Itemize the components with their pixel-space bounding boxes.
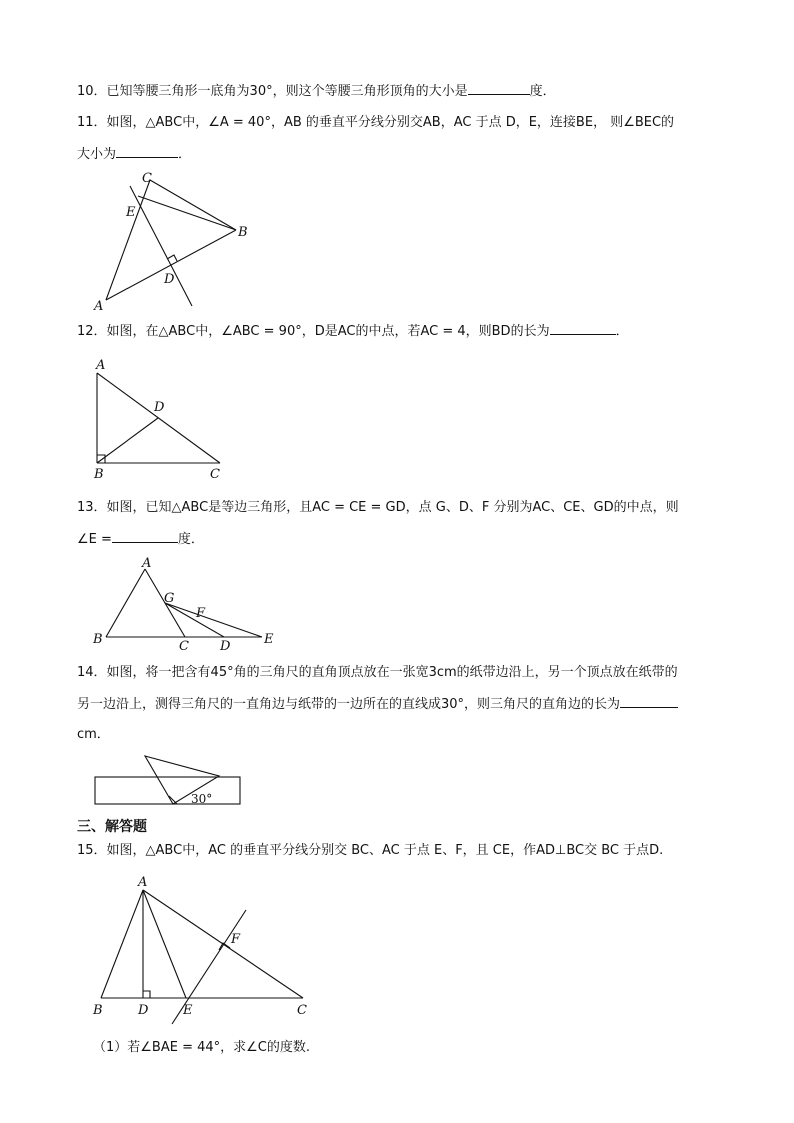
question-14-line-2 <box>77 695 678 714</box>
question-13-prefix: ∠E = <box>77 532 112 547</box>
label-e: E <box>183 1003 193 1018</box>
question-13-line-2 <box>77 530 204 549</box>
figure-q15 <box>88 868 328 1028</box>
figure-q13 <box>90 555 290 655</box>
segment-bd <box>97 418 158 463</box>
answer-blank[interactable] <box>468 82 530 95</box>
right-angle-mark-d <box>143 991 150 998</box>
figure-q11 <box>88 168 258 313</box>
figure-q12 <box>88 353 238 483</box>
question-12-text: 12．如图，在△ABC中，∠ABC = 90°，D是AC的中点，若AC = 4，则BD的长为 <box>77 324 550 339</box>
question-12-suffix: ． <box>615 324 629 339</box>
label-a: A <box>96 358 106 373</box>
label-c: C <box>179 639 189 654</box>
label-g: G <box>164 591 175 606</box>
label-d: D <box>164 272 175 287</box>
label-c: C <box>297 1003 307 1018</box>
label-c: C <box>210 467 220 482</box>
answer-blank[interactable] <box>116 145 178 158</box>
segment-ab <box>101 890 143 998</box>
question-15: 15．如图，△ABC中，AC 的垂直平分线分别交 BC、AC 于点 E、F，且 CE，作AD⊥BC交 BC 于点D. <box>77 843 664 858</box>
segment-ge <box>165 603 262 637</box>
label-e: E <box>126 205 136 220</box>
segment-ae <box>143 890 186 998</box>
question-10 <box>77 82 556 101</box>
segment-ab <box>106 569 145 637</box>
question-11-line-1: 11．如图，△ABC中，∠A = 40°，AB 的垂直平分线分别交AB，AC 于点 D，E，连接BE， 则∠BEC的 <box>77 115 675 130</box>
question-11-line-2 <box>77 145 191 164</box>
question-15-part-1: （1）若∠BAE = 44°，求∠C的度数. <box>93 1040 311 1055</box>
label-d: D <box>138 1003 149 1018</box>
label-f: F <box>196 606 206 621</box>
label-b: B <box>94 467 104 482</box>
label-b: B <box>93 632 103 647</box>
answer-blank[interactable] <box>550 322 616 335</box>
label-f: F <box>231 932 241 947</box>
question-12 <box>77 322 629 341</box>
question-13-line-1: 13．如图，已知△ABC是等边三角形，且AC = CE = GD，点 G、D、F 分别为AC、CE、GD的中点，则 <box>77 500 679 515</box>
question-14-line-1: 14．如图，将一把含有45°角的三角尺的直角顶点放在一张宽3cm的纸带边沿上，另一个顶点放在纸带的 <box>77 665 678 680</box>
label-b: B <box>238 225 248 240</box>
paper-strip <box>95 777 240 804</box>
question-13-suffix: 度． <box>177 532 204 547</box>
question-11-suffix: ． <box>178 147 192 162</box>
answer-blank[interactable] <box>112 530 178 543</box>
label-d: D <box>154 400 165 415</box>
label-d: D <box>220 639 231 654</box>
label-e: E <box>264 632 274 647</box>
figure-q14 <box>93 752 243 808</box>
section-heading: 三、解答题 <box>77 819 147 835</box>
label-a: A <box>142 556 152 571</box>
label-a: A <box>94 299 104 314</box>
label-c: C <box>142 171 152 186</box>
label-a: A <box>138 875 148 890</box>
question-14-line-3: cm． <box>77 727 110 742</box>
question-14-text: 另一边沿上，测得三角尺的一直角边与纸带的一边所在的直线成30°，则三角尺的直角边的长为 <box>77 697 621 712</box>
question-10-suffix: 度． <box>529 84 556 99</box>
angle-label: 30° <box>191 792 213 806</box>
question-10-text: 10．已知等腰三角形一底角为30°，则这个等腰三角形顶角的大小是 <box>77 84 468 99</box>
answer-blank[interactable] <box>620 695 678 708</box>
question-11-prefix: 大小为 <box>77 147 117 162</box>
label-b: B <box>93 1003 103 1018</box>
